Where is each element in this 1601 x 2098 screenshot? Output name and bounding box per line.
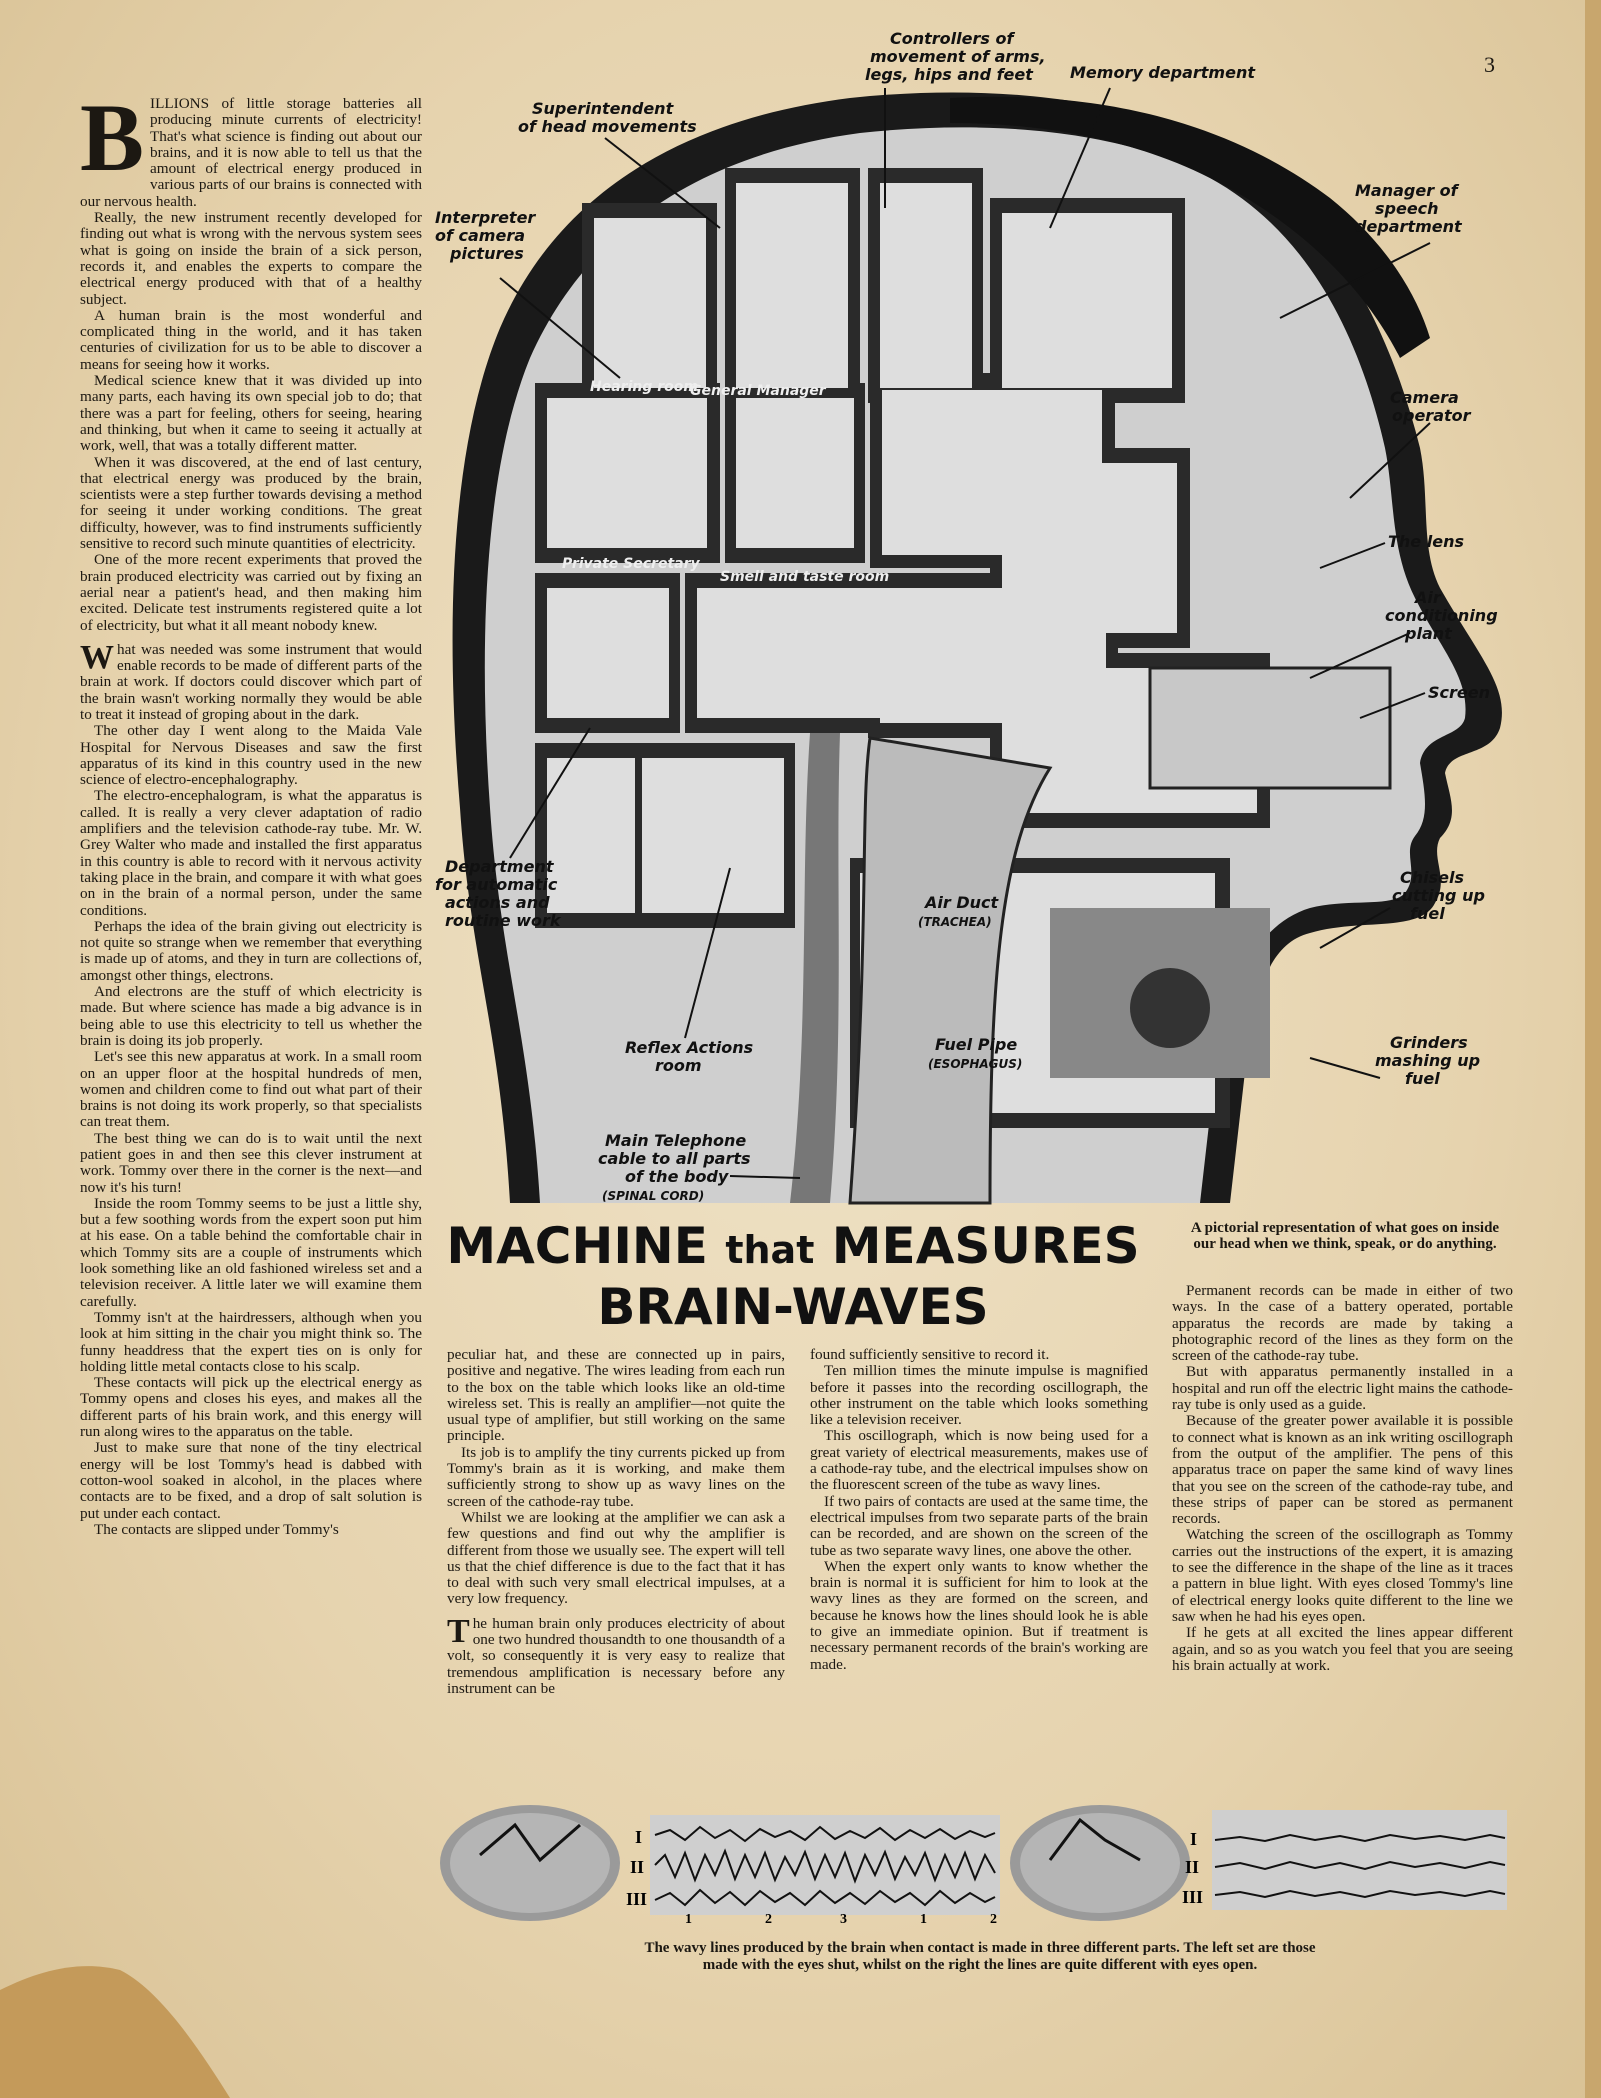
label-chisels: Chisels cutting up fuel <box>1392 868 1485 923</box>
label-superintendent: Superintendent of head movements <box>518 99 697 136</box>
label-air-duct: Air Duct (TRACHEA) <box>918 893 999 929</box>
wave-marker-2: 2 <box>765 1912 772 1925</box>
label-smell: Smell and taste room <box>720 569 890 585</box>
label-fuel-pipe: Fuel Pipe (ESOPHAGUS) <box>928 1035 1023 1071</box>
label-private-secretary: Private Secretary <box>562 556 700 572</box>
wave-marker-1: 1 <box>685 1912 692 1925</box>
wave-label-left-3: III <box>626 1889 648 1909</box>
label-department: Department for automatic actions and routine work <box>435 857 561 930</box>
label-telephone: Main Telephone cable to all parts of the body (SPINAL CORD) <box>598 1131 751 1203</box>
headline: MACHINE that MEASURES BRAIN-WAVES <box>446 1217 1140 1336</box>
label-interpreter: Interpreter of camera pictures <box>435 208 536 263</box>
torn-corner <box>0 1930 230 2098</box>
brain-head-illustration <box>430 28 1520 1218</box>
wave-label-right-3: III <box>1182 1887 1204 1907</box>
wave-marker-3: 3 <box>840 1912 847 1925</box>
label-reflex: Reflex Actions room <box>625 1038 754 1075</box>
article-column-1: BILLIONS of little storage batteries all producing minute currents of electricity! That's what science is finding out about our brains, and it is now able to tell us that the amount of electrical energy produced in various parts of our brains is connected with our nervous health. Really, the new instrument recently developed for finding out what is wrong with the nervous system sees what is going on inside the brain of a sick person, records it, and enables the experts to compare the electrical energy produced with that of a healthy subject. A human brain is the most wonderful and complicated thing in the world, and it has taken centuries of civilization for us to be able to discover a means for seeing how it works. Medical science knew that it was divided up into many parts, each having its own special job to do; that there was a part for feeling, others for seeing, hearing and thinking, but when it came to seeing it actually at work, well, that was a totally different matter. When it was discovered, at the end of last century, that electrical energy was produced by the brain, scientists were a step further towards devising a method for seeing it under working conditions. The great difficulty, however, was to find instruments sufficiently sensitive to record such minute quantities of electricity. One of the more recent experiments that proved the brain produced electricity was carried out by fixing an aerial near a patient's head, and then making him excited. Delicate test instruments registered quite a lot of electricity, but what it all meant nobody knew. What was needed was some instrument that would enable records to be made of different parts of the brain at work. If doctors could discover which part of the brain wasn't working normally they would be able to treat it instead of groping about in the dark. The other day I went along to the Maida Vale Hospital for Nervous Diseases and saw the first apparatus of its kind in this country used in the new science of electro-encephalography. The electro-encephalogram, is what the apparatus is called. It is really a very clever adaptation of radio amplifiers and the television cathode-ray tube. Mr. W. Grey Walter who made and installed the first apparatus in this country is able to record with it nervous activity taking place in the brain, and compare it with what goes on in the brain of a normal person, under the same conditions. Perhaps the idea of the brain giving out electricity is not quite so strange when we remember that everything is made up of atoms, and they in turn are collections of, amongst other things, electrons. And electrons are the stuff of which electricity is made. But where science has made a big advance is in being able to use this electricity to tell us whether the brain is doing its job properly. Let's see this new apparatus at work. In a small room on an upper floor at the hospital hundreds of men, women and children come to find out what part of their brains is not doing its work properly, so that specialists can treat them. The best thing we can do is to wait until the next patient goes in and then see this clever instrument at work. Tommy over there in the corner is the next—and now it's his turn! Inside the room Tommy seems to be just a little shy, but a few soothing words from the expert soon put him at his ease. On a table behind the comfortable chair in which Tommy sits are a couple of instruments which look something like an old fashioned wireless set and a television receiver. A little later we will examine them carefully. Tommy isn't at the hairdressers, although when you look at him sitting in the chair you might think so. The funny headdress that the expert ties on is only for holding little metal contacts close to his scalp. These contacts will pick up the electrical energy as Tommy opens and closes his eyes, and makes all the different parts of his brain work, and this energy will run along wires to the apparatus on the table. Just to make sure that none of the tiny electrical energy will be lost Tommy's head is dabbed with cotton-wool soaked in alcohol, in the places where contacts are to be fixed, and a drop of salt solution is put under each contact. The contacts are slipped under Tommy's <box>80 84 422 1538</box>
label-camera: Camera operator <box>1390 388 1471 425</box>
wave-label-left-2: II <box>630 1857 645 1877</box>
label-lens: The lens <box>1388 532 1464 551</box>
brain-wave-figure <box>440 1805 1510 1925</box>
article-column-3: found sufficiently sensitive to record it. Ten million times the minute impulse is magnified before it passes into the recording oscillograph, the other instrument on the table which looks something like a television receiver. This oscillograph, which is now being used for a great variety of electrical measurements, makes use of a cathode-ray tube, and the electrical impulses show on the fluorescent screen of the tube as wavy lines. If two pairs of contacts are used at the same time, the electrical impulses from two separate parts of the brain can be recorded, and are shown on the screen of the tube as two separate wavy lines, one above the other. When the expert only wants to know whether the brain is normal it is sufficient for him to look at the wavy lines as they are formed on the screen, and because he knows how the lines should look he is able to give an immediate opinion. But if treatment is necessary permanent records of the brain's working are made. <box>810 1346 1148 1673</box>
label-general-manager: General Manager <box>690 383 826 399</box>
wave-caption: The wavy lines produced by the brain when contact is made in three different parts. The left set are those made with the eyes shut, whilst on the right the lines are quite different with eyes open. <box>644 1940 1316 1973</box>
dropcap-t: T <box>447 1612 470 1650</box>
wave-label-left-1: I <box>635 1827 643 1847</box>
page-number: 3 <box>1484 52 1495 77</box>
label-screen: Screen <box>1428 683 1490 702</box>
label-air: Air conditioning plant <box>1385 588 1498 643</box>
wave-label-right-2: II <box>1185 1857 1200 1877</box>
dropcap-w: W <box>80 638 114 676</box>
diagram-caption: A pictorial representation of what goes on inside our head when we think, speak, or do anything. <box>1190 1220 1500 1252</box>
label-hearing: Hearing room <box>590 379 698 395</box>
article-column-2: peculiar hat, and these are connected up in pairs, positive and negative. The wires leading from each run to the box on the table which looks like an old-time wireless set. This is really an amplifier—not quite the usual type of amplifier, but still working on the same principle. Its job is to amplify the tiny currents picked up from Tommy's brain as it is working, and make them sufficiently strong to show up as wavy lines on the screen of the cathode-ray tube. Whilst we are looking at the amplifier we can ask a few questions and find out why the amplifier is different from those we usually see. The expert will tell us that the chief difference is due to the fact that it has to deal with such very small electrical impulses, at a very low frequency. The human brain only produces electricity of about one two hundred thousandth to one thousandth of a volt, so consequently it is very easy to realize that tremendous amplification is necessary before any instrument can be <box>447 1346 785 1697</box>
label-memory: Memory department <box>1070 63 1255 82</box>
wave-marker-5: 2 <box>990 1912 997 1925</box>
label-controllers: Controllers of movement of arms, legs, hips and feet <box>865 29 1046 84</box>
dropcap-b: B <box>80 84 145 191</box>
wave-marker-4: 1 <box>920 1912 927 1925</box>
page-edge <box>1585 0 1601 2098</box>
label-grinders: Grinders mashing up fuel <box>1375 1033 1481 1088</box>
article-column-4: Permanent records can be made in either of two ways. In the case of a battery operated, portable apparatus the records are made by taking a photographic record of the lines as they form on the screen of the cathode-ray tube. But with apparatus permanently installed in a hospital and run off the electric light mains the cathode-ray tube is only used as a guide. Because of the greater power available it is possible to connect what is known as an ink writing oscillograph from the output of the amplifier. The pens of this apparatus trace on paper the same kind of wavy lines that you see on the screen of the cathode-ray tube, and these strips of paper can be stored as permanent records. Watching the screen of the oscillograph as Tommy carries out the instructions of the expert, it is amazing to see the difference in the shape of the line as it traces a pattern in blue light. With eyes closed Tommy's line of electrical energy looks quite different to the line we saw when he had his eyes open. If he gets at all excited the lines appear different again, and so as you watch you feel that you are seeing his brain actually at work. <box>1172 1282 1513 1674</box>
wave-label-right-1: I <box>1190 1829 1198 1849</box>
label-speech: Manager of speech department <box>1355 181 1462 236</box>
